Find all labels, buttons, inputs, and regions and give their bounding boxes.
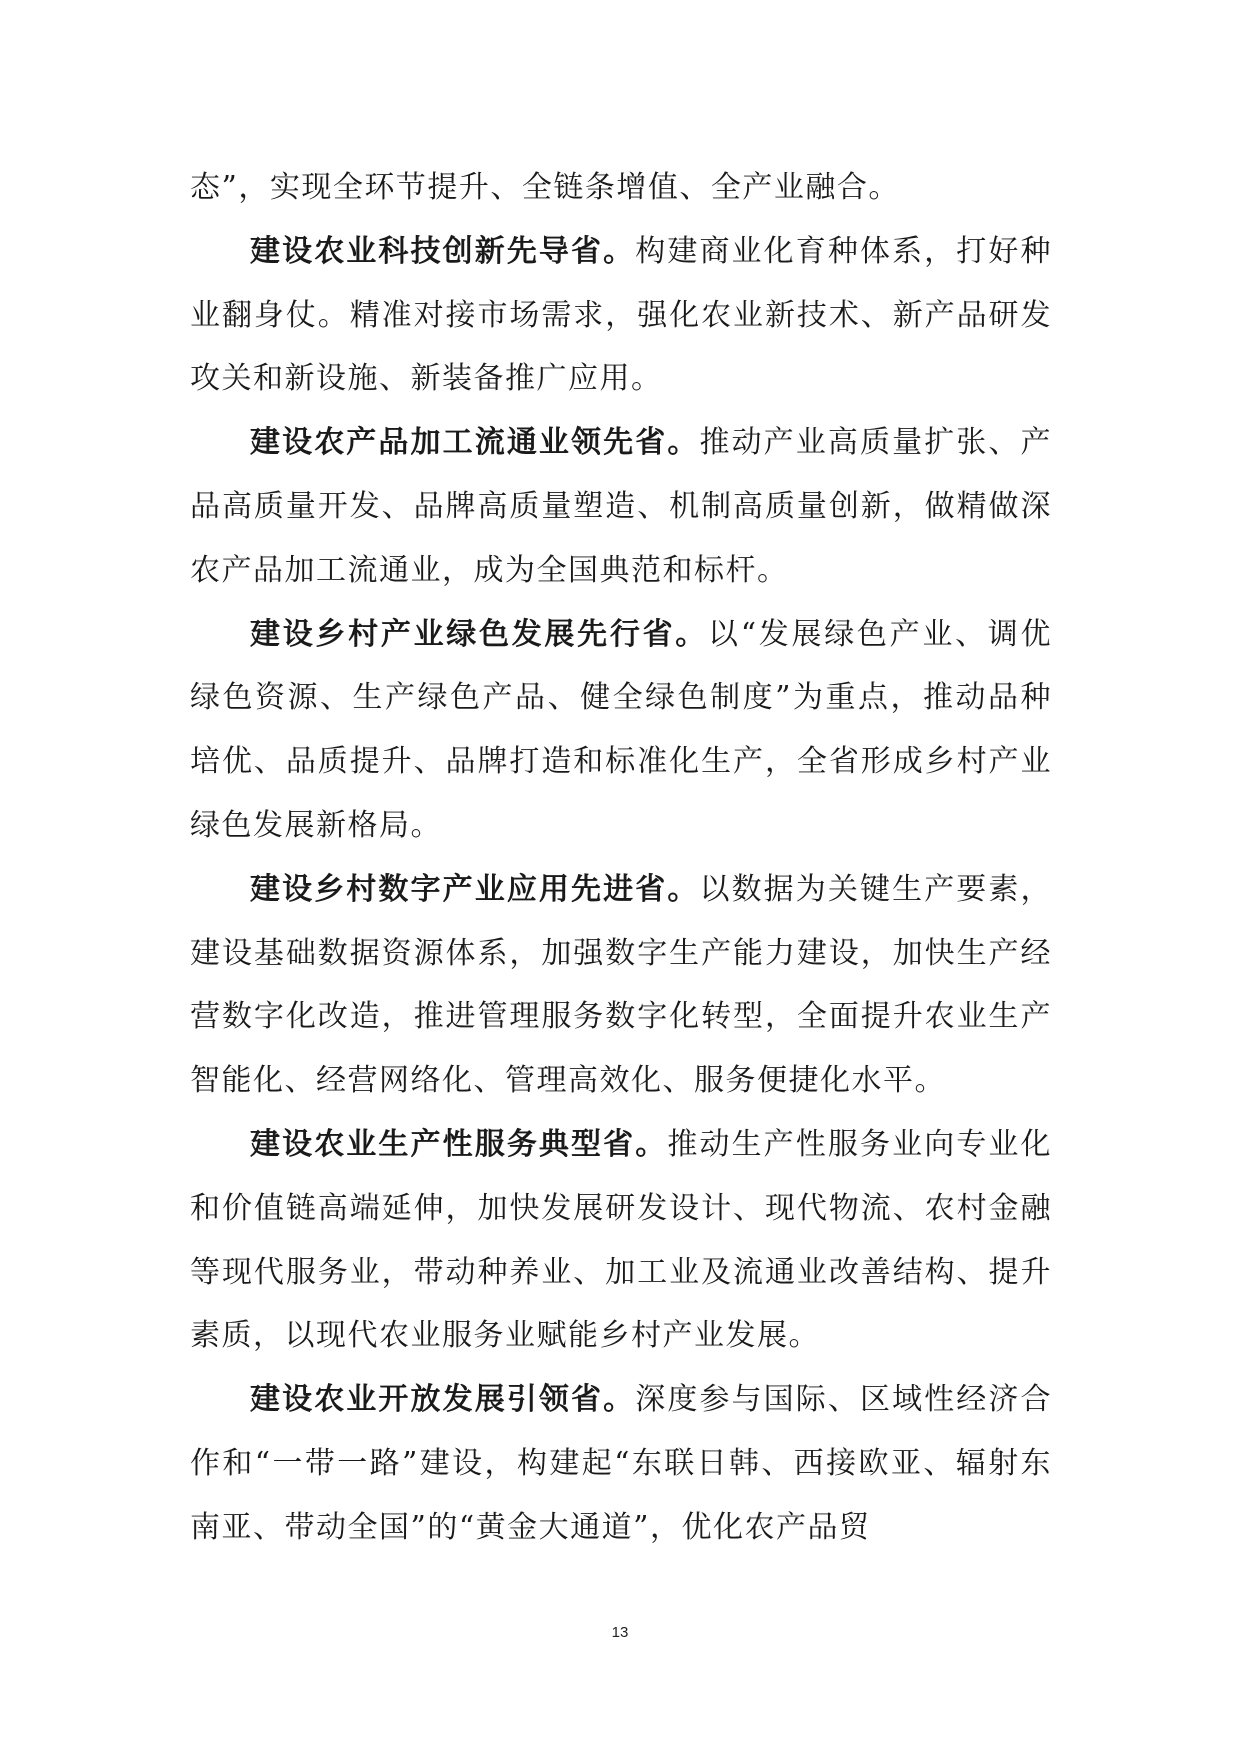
paragraph-body: 以“发展绿色产业、调优绿色资源、生产绿色产品、健全绿色制度”为重点，推动品种培优、品质提升、品牌打造和标准化生产，全省形成乡村产业绿色发展新格局。 [190, 616, 1053, 843]
opening-paragraph: 态”，实现全环节提升、全链条增值、全产业融合。 [190, 170, 900, 205]
paragraph-heading: 建设农业开放发展引领省。 [250, 1382, 636, 1418]
paragraph-production-services [190, 1113, 1052, 1368]
paragraph-processing-circulation [190, 411, 1052, 602]
paragraph-heading: 建设农业科技创新先导省。 [250, 233, 636, 269]
page-number: 13 [611, 1624, 629, 1641]
paragraph-body: 推动生产性服务业向专业化和价值链高端延伸，加快发展研发设计、现代物流、农村金融等现代服务业，带动种养业、加工业及流通业改善结构、提升素质，以现代农业服务业赋能乡村产业发展。 [190, 1126, 1053, 1354]
paragraph-digital-industry [190, 858, 1052, 1113]
paragraph-body: 推动产业高质量扩张、产品高质量开发、品牌高质量塑造、机制高质量创新，做精做深农产品加工流通业，成为全国典范和标杆。 [190, 425, 1053, 588]
paragraph-body: 以数据为关键生产要素，建设基础数据资源体系，加强数字生产能力建设，加快生产经营数字化改造，推进管理服务数字化转型，全面提升农业生产智能化、经营网络化、管理高效化、服务便捷化水平。 [190, 871, 1053, 1099]
body-text [190, 156, 1052, 1560]
paragraph-heading: 建设农产品加工流通业领先省。 [250, 425, 700, 461]
paragraph-open-development [190, 1368, 1052, 1559]
paragraph-heading: 建设乡村产业绿色发展先行省。 [250, 616, 709, 652]
paragraph-body: 深度参与国际、区域性经济合作和“一带一路”建设，构建起“东联日韩、西接欧亚、辐射东南亚、带动全国”的“黄金大通道”，优化农产品贸 [190, 1382, 1052, 1545]
paragraph-green-development [190, 603, 1052, 858]
paragraph-heading: 建设乡村数字产业应用先进省。 [250, 871, 700, 907]
paragraph-tech-innovation [190, 220, 1052, 411]
paragraph-heading: 建设农业生产性服务典型省。 [250, 1126, 668, 1162]
paragraph-body: 构建商业化育种体系，打好种业翻身仗。精准对接市场需求，强化农业新技术、新产品研发攻关和新设施、新装备推广应用。 [190, 233, 1052, 397]
